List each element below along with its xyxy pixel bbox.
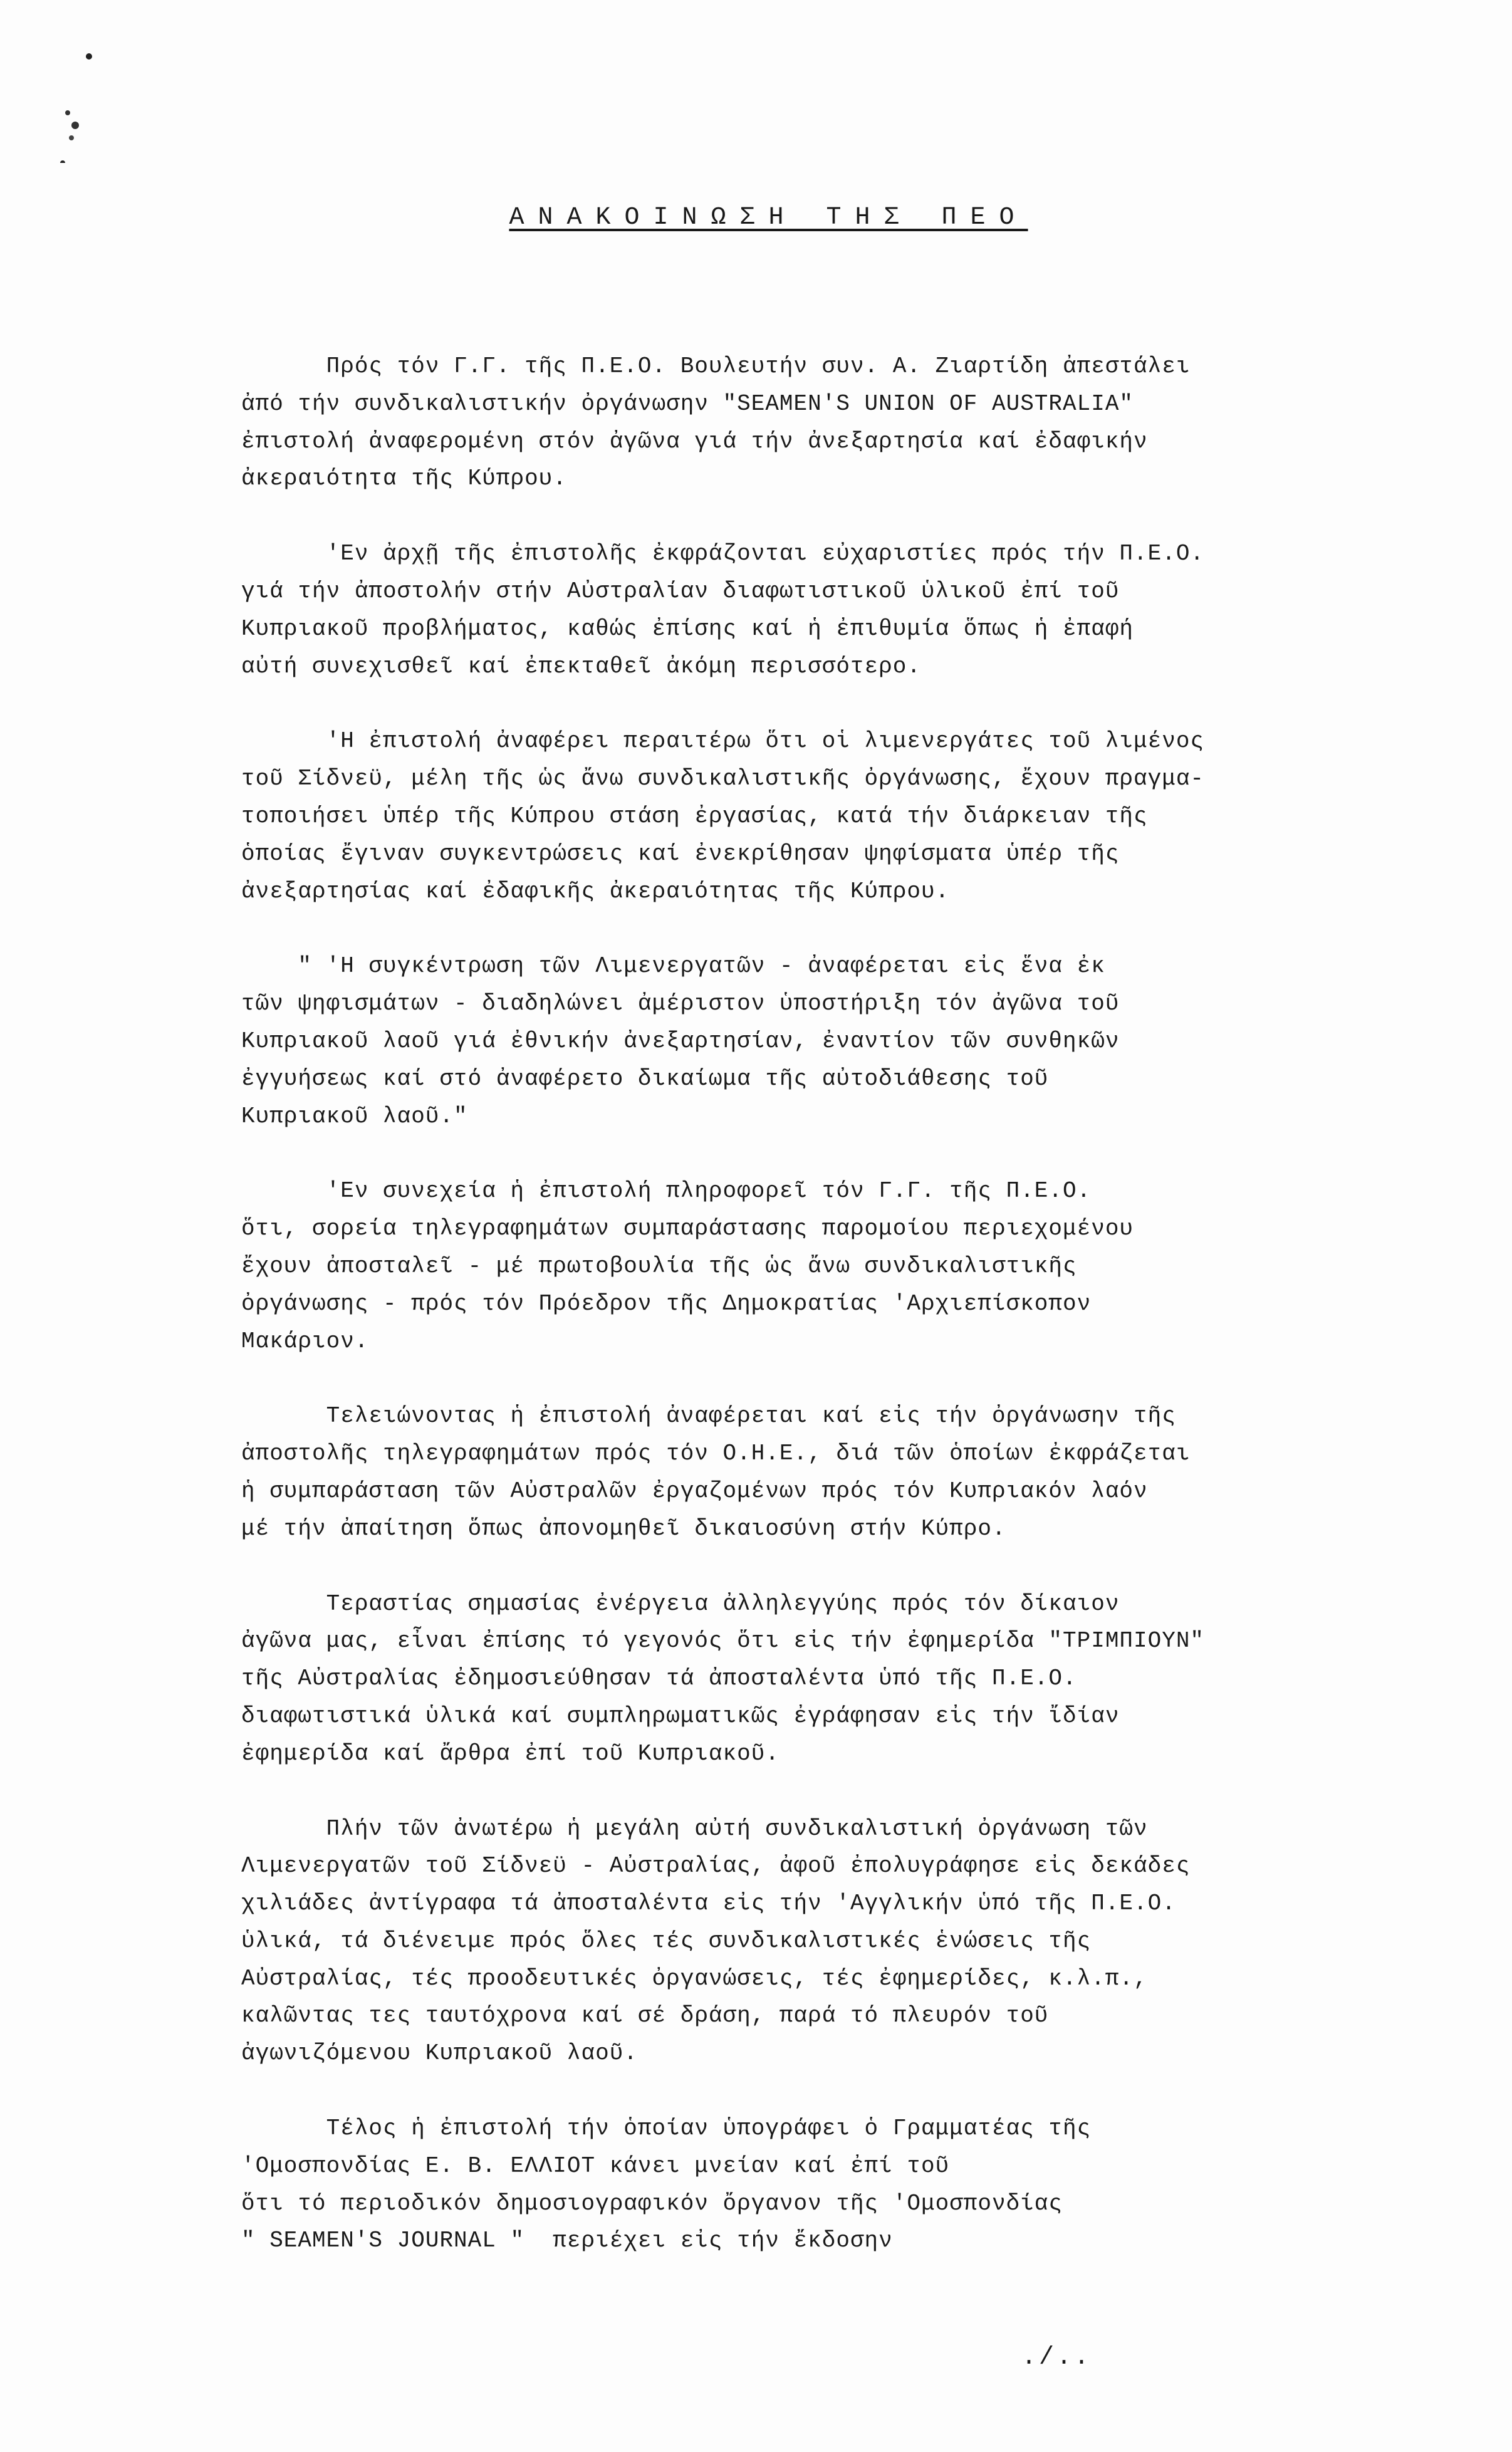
text-line: Κυπριακοῦ λαοῦ.": [241, 1103, 468, 1129]
text-line: ἐγγυήσεως καί στό ἀναφέρετο δικαίωμα τῆς αὐτοδιάθεσης τοῦ: [241, 1065, 1049, 1092]
paragraph-2: [241, 535, 1419, 685]
paragraph-9: [241, 2110, 1419, 2260]
text-line: μέ τήν ἀπαίτηση ὅπως ἀπονομηθεῖ δικαιοσύνη στήν Κύπρο.: [241, 1515, 1006, 1542]
text-line: " SEAMEN'S JOURNAL " περιέχει εἰς τήν ἔκδοσην: [241, 2228, 893, 2254]
document-body: [241, 348, 1419, 2297]
text-line: 'Εν ἀρχῇ τῆς ἐπιστολῆς ἐκφράζονται εὐχαριστίες πρός τήν Π.Ε.Ο.: [241, 541, 1205, 567]
text-line: αὐτή συνεχισθεῖ καί ἐπεκταθεῖ ἀκόμη περισσότερο.: [241, 653, 921, 679]
text-line: 'Εν συνεχεία ἡ ἐπιστολή πληροφορεῖ τόν Γ.Γ. τῆς Π.Ε.Ο.: [241, 1178, 1092, 1204]
text-line: χιλιάδες ἀντίγραφα τά ἀποσταλέντα εἰς τήν 'Αγγλικήν ὑπό τῆς Π.Ε.Ο.: [241, 1891, 1176, 1917]
text-line: ἐφημερίδα καί ἄρθρα ἐπί τοῦ Κυπριακοῦ.: [241, 1740, 779, 1766]
text-line: διαφωτιστικά ὑλικά καί συμπληρωματικῶς ἐγράφησαν εἰς τήν ἴδίαν: [241, 1703, 1120, 1729]
text-line: ἀποστολῆς τηλεγραφημάτων πρός τόν Ο.Η.Ε., διά τῶν ὁποίων ἐκφράζεται: [241, 1441, 1191, 1467]
text-line: ὑλικά, τά διένειμε πρός ὅλες τές συνδικαλιστικές ἑνώσεις τῆς: [241, 1928, 1092, 1954]
paragraph-6: [241, 1397, 1419, 1547]
text-line: Τελειώνοντας ἡ ἐπιστολή ἀναφέρεται καί εἰς τήν ὀργάνωσην τῆς: [241, 1403, 1176, 1429]
paragraph-1: [241, 348, 1419, 498]
text-line: ἀγῶνα μας, εἶναι ἐπίσης τό γεγονός ὅτι εἰς τήν ἐφημερίδα "ΤΡΙΜΠΙΟΥΝ": [241, 1628, 1205, 1654]
text-line: 'Η ἐπιστολή ἀναφέρει περαιτέρω ὅτι οἱ λιμενεργάτες τοῦ λιμένος: [241, 728, 1205, 754]
text-line: ὀργάνωσης - πρός τόν Πρόεδρον τῆς Δημοκρατίας 'Αρχιεπίσκοπον: [241, 1290, 1092, 1317]
text-line: γιά τήν ἀποστολήν στήν Αὐστραλίαν διαφωτιστικοῦ ὑλικοῦ ἐπί τοῦ: [241, 578, 1120, 604]
text-line: 'Ομοσπονδίας Ε. Β. ΕΛΛΙΟΤ κάνει μνείαν καί ἐπί τοῦ: [241, 2152, 950, 2179]
text-line: καλῶντας τες ταυτόχρονα καί σέ δράση, παρά τό πλευρόν τοῦ: [241, 2003, 1049, 2029]
paragraph-4-quote: [241, 947, 1419, 1135]
text-line: ὁποίας ἔγιναν συγκεντρώσεις καί ἐνεκρίθησαν ψηφίσματα ὑπέρ τῆς: [241, 840, 1120, 867]
text-line: ἔχουν ἀποσταλεῖ - μέ πρωτοβουλία τῆς ὡς ἄνω συνδικαλιστικῆς: [241, 1253, 1077, 1279]
text-line: Κυπριακοῦ λαοῦ γιά ἐθνικήν ἀνεξαρτησίαν, ἐναντίον τῶν συνθηκῶν: [241, 1028, 1120, 1054]
paragraph-3: [241, 723, 1419, 910]
text-line: Τεραστίας σημασίας ἐνέργεια ἀλληλεγγύης πρός τόν δίκαιον: [241, 1590, 1120, 1617]
text-line: ἀγωνιζόμενου Κυπριακοῦ λαοῦ.: [241, 2040, 638, 2067]
page-continuation-mark: ./..: [1021, 2344, 1092, 2372]
text-line: Μακάριον.: [241, 1328, 369, 1354]
paragraph-8: [241, 1810, 1419, 2073]
corner-specks-mark: [44, 38, 100, 163]
text-line: τοῦ Σίδνεϋ, μέλη τῆς ὡς ἄνω συνδικαλιστικῆς ὀργάνωσης, ἔχουν πραγμα-: [241, 766, 1205, 792]
text-line: ἐπιστολή ἀναφερομένη στόν ἀγῶνα γιά τήν ἀνεξαρτησία καί ἐδαφικήν: [241, 428, 1148, 454]
text-line: τῶν ψηφισμάτων - διαδηλώνει ἀμέριστον ὑποστήριξη τόν ἀγῶνα τοῦ: [241, 991, 1120, 1017]
paragraph-7: [241, 1585, 1419, 1773]
text-line: ἀνεξαρτησίας καί ἐδαφικῆς ἀκεραιότητας τῆς Κύπρου.: [241, 878, 950, 904]
document-title: ΑΝΑΚΟΙΝΩΣΗ ΤΗΣ ΠΕΟ: [509, 204, 1028, 232]
paragraph-5: [241, 1172, 1419, 1360]
text-line: Κυπριακοῦ προβλήματος, καθώς ἐπίσης καί ἡ ἐπιθυμία ὅπως ἡ ἐπαφή: [241, 615, 1134, 642]
text-line: Αὐστραλίας, τές προοδευτικές ὀργανώσεις, τές ἐφημερίδες, κ.λ.π.,: [241, 1965, 1148, 1991]
text-line: Λιμενεργατῶν τοῦ Σίδνεϋ - Αὐστραλίας, ἀφοῦ ἐπολυγράφησε εἰς δεκάδες: [241, 1853, 1191, 1879]
text-line: " 'Η συγκέντρωση τῶν Λιμενεργατῶν - ἀναφέρεται εἰς ἕνα ἐκ: [241, 953, 1105, 979]
text-line: ἡ συμπαράσταση τῶν Αὐστραλῶν ἐργαζομένων πρός τόν Κυπριακόν λαόν: [241, 1478, 1148, 1504]
text-line: ἀκεραιότητα τῆς Κύπρου.: [241, 466, 567, 492]
text-line: ὅτι τό περιοδικόν δημοσιογραφικόν ὄργανον τῆς 'Ομοσπονδίας: [241, 2190, 1063, 2216]
text-line: ὅτι, σορεία τηλεγραφημάτων συμπαράστασης παρομοίου περιεχομένου: [241, 1216, 1134, 1242]
text-line: ἀπό τήν συνδικαλιστικήν ὀργάνωσην "SEAMEN'S UNION OF AUSTRALIA": [241, 390, 1134, 417]
text-line: τῆς Αὐστραλίας ἐδημοσιεύθησαν τά ἀποσταλέντα ὑπό τῆς Π.Ε.Ο.: [241, 1666, 1077, 1692]
text-line: Πλήν τῶν ἀνωτέρω ἡ μεγάλη αὐτή συνδικαλιστική ὀργάνωση τῶν: [241, 1815, 1148, 1842]
text-line: τοποιήσει ὑπέρ τῆς Κύπρου στάση ἐργασίας, κατά τήν διάρκειαν τῆς: [241, 803, 1148, 829]
text-line: Τέλος ἡ ἐπιστολή τήν ὁποίαν ὑπογράφει ὁ Γραμματέας τῆς: [241, 2116, 1092, 2142]
text-line: Πρός τόν Γ.Γ. τῆς Π.Ε.Ο. Βουλευτήν συν. Α. Ζιαρτίδη ἀπεστάλει: [241, 353, 1191, 379]
